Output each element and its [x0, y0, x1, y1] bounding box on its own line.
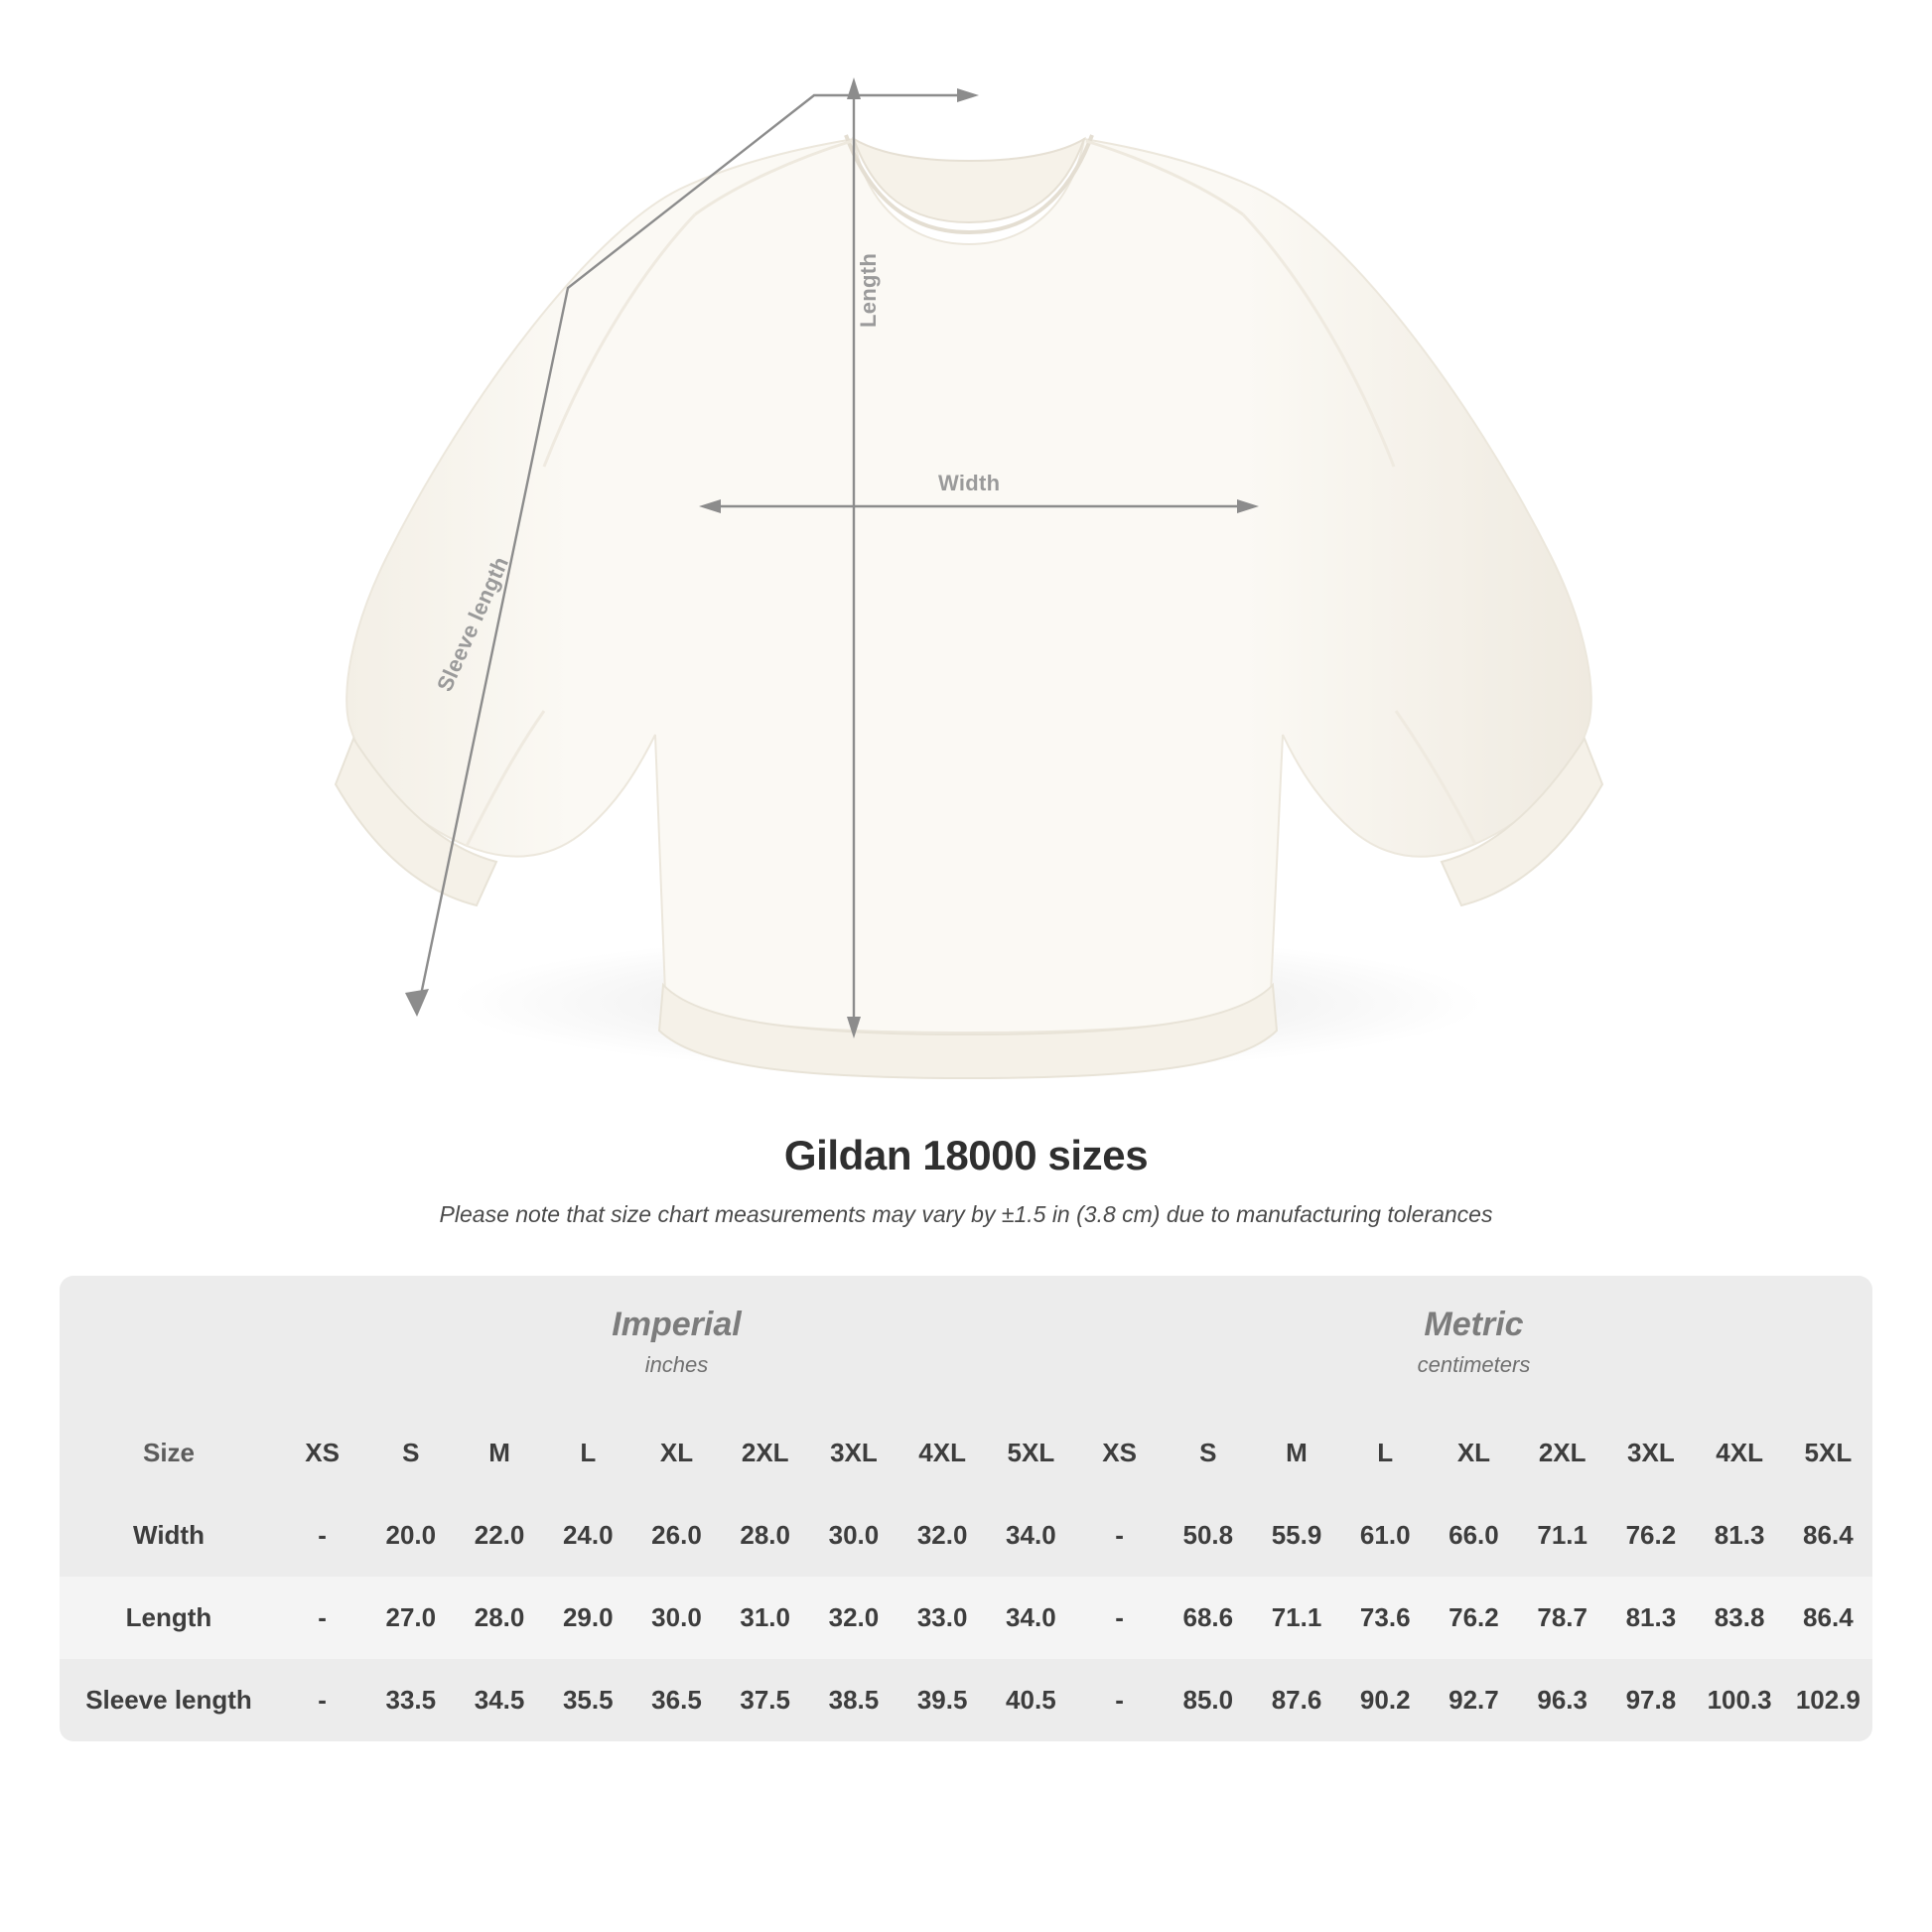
sleeve-imperial-xl: 36.5 [632, 1659, 721, 1741]
length-metric-5xl: 86.4 [1784, 1577, 1872, 1659]
sleeve-imperial-l: 35.5 [544, 1659, 632, 1741]
width-metric-m: 55.9 [1252, 1494, 1340, 1577]
header-metric-xl: XL [1430, 1412, 1518, 1494]
unit-header-row [60, 1276, 1872, 1412]
width-imperial-4xl: 32.0 [898, 1494, 987, 1577]
sleeve-metric-s: 85.0 [1164, 1659, 1252, 1741]
sleeve-imperial-2xl: 37.5 [721, 1659, 809, 1741]
header-imperial-2xl: 2XL [721, 1412, 809, 1494]
header-metric-l: L [1341, 1412, 1430, 1494]
header-metric-xs: XS [1075, 1412, 1164, 1494]
width-imperial-3xl: 30.0 [809, 1494, 897, 1577]
table-row [60, 1659, 1872, 1741]
length-metric-xl: 76.2 [1430, 1577, 1518, 1659]
size-chart-table [60, 1276, 1872, 1741]
sweatshirt-shape [336, 135, 1602, 1078]
header-imperial-l: L [544, 1412, 632, 1494]
header-imperial-m: M [455, 1412, 543, 1494]
header-imperial-xs: XS [278, 1412, 366, 1494]
width-metric-4xl: 81.3 [1696, 1494, 1784, 1577]
width-imperial-xl: 26.0 [632, 1494, 721, 1577]
length-metric-4xl: 83.8 [1696, 1577, 1784, 1659]
width-imperial-l: 24.0 [544, 1494, 632, 1577]
width-metric-xs: - [1075, 1494, 1164, 1577]
width-imperial-m: 22.0 [455, 1494, 543, 1577]
sleeve-imperial-m: 34.5 [455, 1659, 543, 1741]
width-metric-s: 50.8 [1164, 1494, 1252, 1577]
header-metric-s: S [1164, 1412, 1252, 1494]
sleeve-metric-3xl: 97.8 [1606, 1659, 1695, 1741]
header-metric-m: M [1252, 1412, 1340, 1494]
sleeve-imperial-3xl: 38.5 [809, 1659, 897, 1741]
row-label-length: Length [60, 1577, 278, 1659]
length-imperial-2xl: 31.0 [721, 1577, 809, 1659]
width-imperial-s: 20.0 [366, 1494, 455, 1577]
row-label-width: Width [60, 1494, 278, 1577]
header-imperial-4xl: 4XL [898, 1412, 987, 1494]
length-imperial-xs: - [278, 1577, 366, 1659]
length-metric-3xl: 81.3 [1606, 1577, 1695, 1659]
length-imperial-l: 29.0 [544, 1577, 632, 1659]
sleeve-imperial-5xl: 40.5 [987, 1659, 1075, 1741]
width-metric-2xl: 71.1 [1518, 1494, 1606, 1577]
length-imperial-s: 27.0 [366, 1577, 455, 1659]
imperial-unit-header [278, 1276, 1075, 1412]
header-imperial-s: S [366, 1412, 455, 1494]
sleeve-imperial-4xl: 39.5 [898, 1659, 987, 1741]
length-metric-2xl: 78.7 [1518, 1577, 1606, 1659]
width-metric-5xl: 86.4 [1784, 1494, 1872, 1577]
table-row [60, 1577, 1872, 1659]
width-metric-3xl: 76.2 [1606, 1494, 1695, 1577]
table-row [60, 1494, 1872, 1577]
page-title: Gildan 18000 sizes [783, 1132, 1149, 1178]
header-metric-2xl: 2XL [1518, 1412, 1606, 1494]
sleeve-metric-xs: - [1075, 1659, 1164, 1741]
header-imperial-xl: XL [632, 1412, 721, 1494]
size-header-row [60, 1412, 1872, 1494]
sleeve-metric-2xl: 96.3 [1518, 1659, 1606, 1741]
length-imperial-xl: 30.0 [632, 1577, 721, 1659]
size-header-cell: Size [60, 1412, 278, 1494]
size-table-wrapper [60, 1276, 1872, 1741]
header-metric-3xl: 3XL [1606, 1412, 1695, 1494]
header-metric-5xl: 5XL [1784, 1412, 1872, 1494]
imperial-unit-name: Imperial [612, 1306, 742, 1343]
length-imperial-3xl: 32.0 [809, 1577, 897, 1659]
sleeve-metric-m: 87.6 [1252, 1659, 1340, 1741]
header-imperial-3xl: 3XL [809, 1412, 897, 1494]
metric-unit-header [1075, 1276, 1872, 1412]
length-imperial-5xl: 34.0 [987, 1577, 1075, 1659]
sleeve-metric-l: 90.2 [1341, 1659, 1430, 1741]
tolerance-note: Please note that size chart measurements may vary by ±1.5 in (3.8 cm) due to manufacturing tolerances [439, 1201, 1493, 1227]
width-imperial-5xl: 34.0 [987, 1494, 1075, 1577]
header-metric-4xl: 4XL [1696, 1412, 1784, 1494]
sleeve-metric-4xl: 100.3 [1696, 1659, 1784, 1741]
length-dimension-label: Length [856, 252, 881, 328]
width-imperial-2xl: 28.0 [721, 1494, 809, 1577]
length-metric-m: 71.1 [1252, 1577, 1340, 1659]
width-metric-l: 61.0 [1341, 1494, 1430, 1577]
width-dimension-label: Width [938, 471, 1001, 495]
row-label-sleeve-length: Sleeve length [60, 1659, 278, 1741]
metric-unit-sub: centimeters [1417, 1352, 1531, 1377]
sleeve-imperial-xs: - [278, 1659, 366, 1741]
sleeve-length-dimension-label: Sleeve length [432, 552, 514, 696]
sleeve-metric-xl: 92.7 [1430, 1659, 1518, 1741]
imperial-unit-sub: inches [644, 1352, 709, 1377]
length-metric-xs: - [1075, 1577, 1164, 1659]
metric-unit-name: Metric [1424, 1306, 1524, 1343]
unit-corner-cell [60, 1276, 278, 1412]
length-metric-s: 68.6 [1164, 1577, 1252, 1659]
length-imperial-m: 28.0 [455, 1577, 543, 1659]
sleeve-imperial-s: 33.5 [366, 1659, 455, 1741]
sleeve-metric-5xl: 102.9 [1784, 1659, 1872, 1741]
title-block [0, 1132, 1932, 1228]
length-metric-l: 73.6 [1341, 1577, 1430, 1659]
length-imperial-4xl: 33.0 [898, 1577, 987, 1659]
header-imperial-5xl: 5XL [987, 1412, 1075, 1494]
width-imperial-xs: - [278, 1494, 366, 1577]
width-metric-xl: 66.0 [1430, 1494, 1518, 1577]
